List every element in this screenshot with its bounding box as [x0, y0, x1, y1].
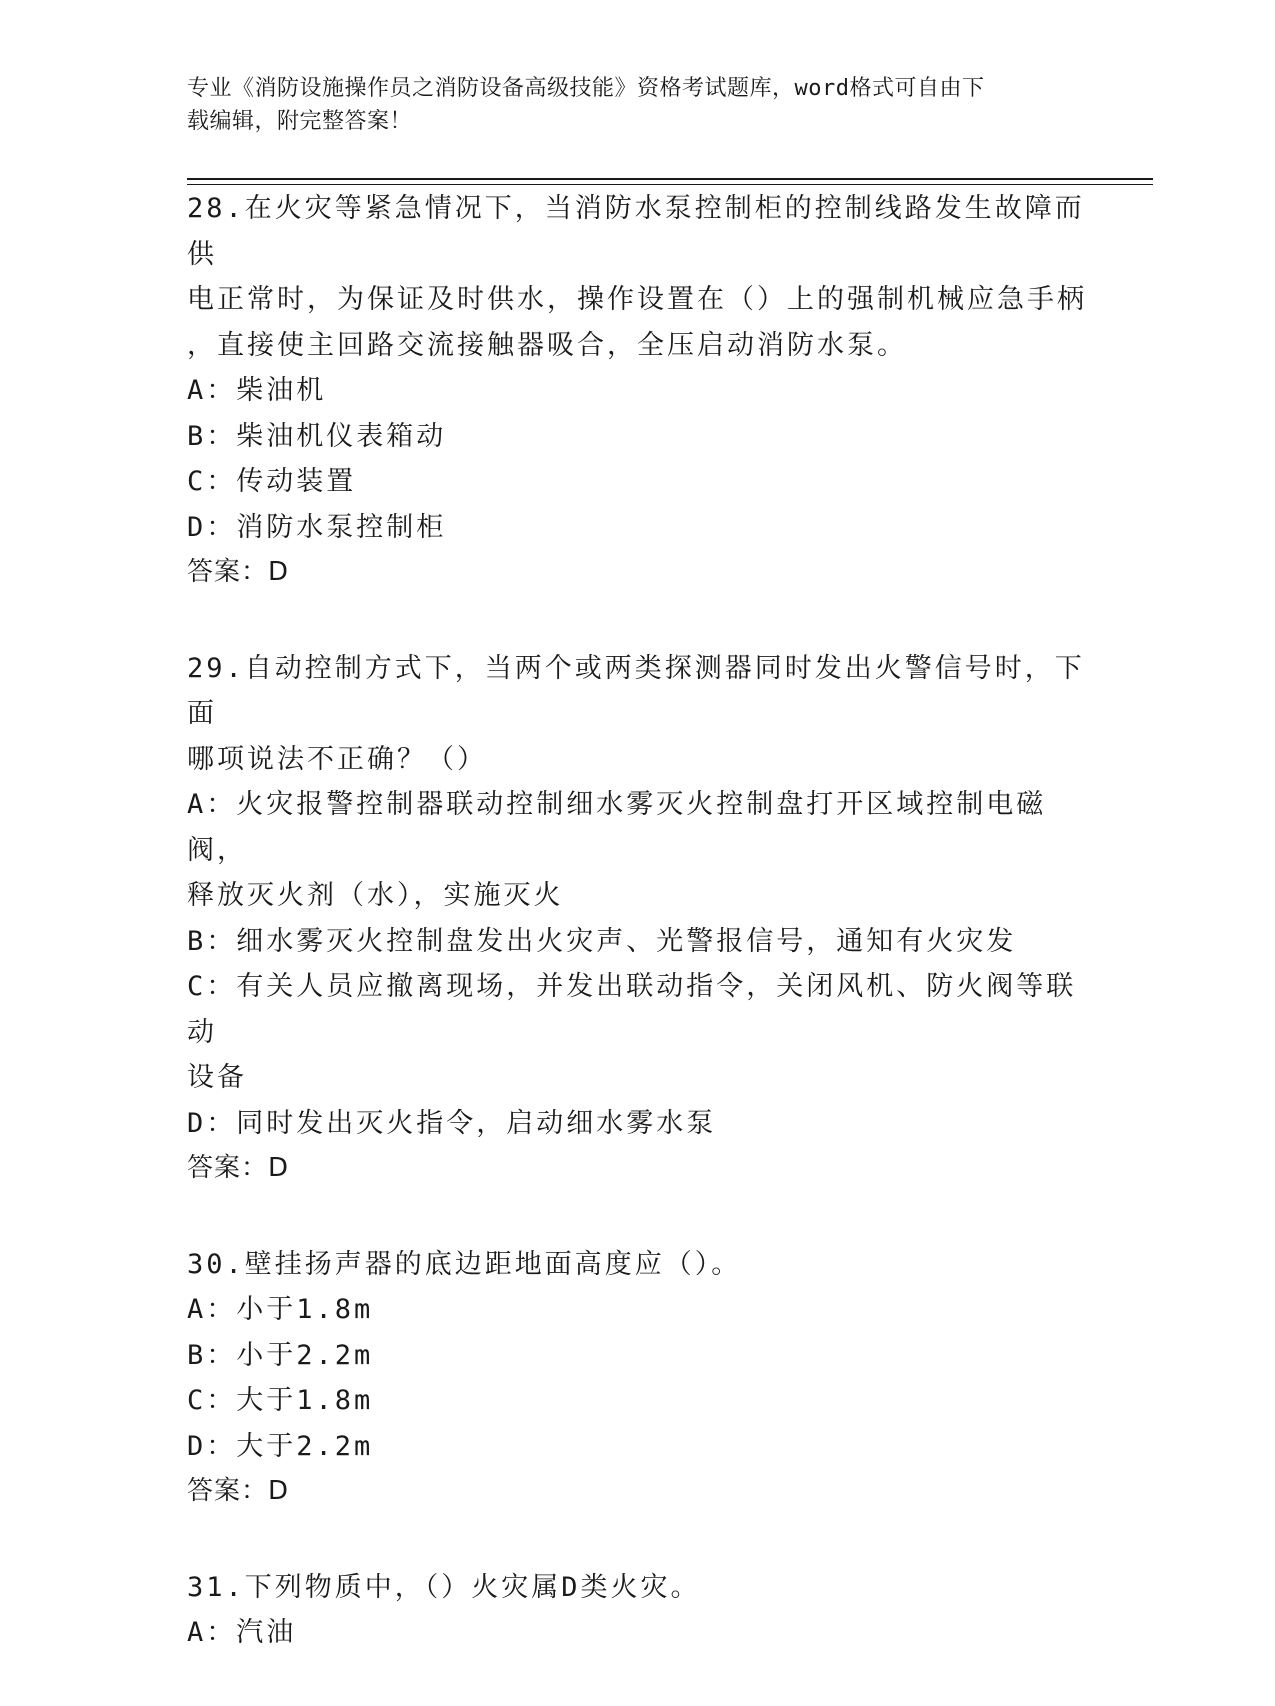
- header-rule-thick: [187, 178, 1153, 180]
- option-c: C：传动装置: [187, 466, 357, 497]
- question-stem-line: 30.壁挂扬声器的底边距地面高度应（）。: [187, 1248, 742, 1280]
- answer-label: 答案：D: [187, 557, 290, 587]
- option-a: A：火灾报警控制器联动控制细水雾灭火控制盘打开区域控制电磁阀，: [187, 789, 1047, 866]
- question-stem-line: 28.在火灾等紧急情况下，当消防水泵控制柜的控制线路发生故障而供: [187, 193, 1085, 270]
- option-a-continued: 释放灭火剂（水），实施灭火: [187, 880, 564, 911]
- question-28: [187, 186, 1087, 596]
- question-29: [187, 646, 1087, 1192]
- option-c: C：有关人员应撤离现场，并发出联动指令，关闭风机、防火阀等联动: [187, 971, 1077, 1048]
- question-stem-line: ，直接使主回路交流接触器吸合，全压启动消防水泵。: [187, 329, 907, 361]
- option-b: B：小于2.2m: [187, 1339, 374, 1371]
- question-stem-line: 29.自动控制方式下，当两个或两类探测器同时发出火警信号时，下面: [187, 652, 1085, 729]
- option-a: A：小于1.8m: [187, 1294, 374, 1325]
- option-c: C：大于1.8m: [187, 1385, 374, 1416]
- document-header: [187, 72, 1067, 138]
- answer-label: 答案：D: [187, 1476, 290, 1506]
- option-d: D：消防水泵控制柜: [187, 511, 447, 543]
- option-d: D：同时发出灭火指令，启动细水雾水泵: [187, 1107, 717, 1139]
- question-31: [187, 1565, 1087, 1656]
- question-stem-line: 电正常时，为保证及时供水，操作设置在（）上的强制机械应急手柄: [187, 284, 1087, 315]
- question-list: [187, 186, 1087, 1706]
- question-30: [187, 1242, 1087, 1515]
- option-a: A：汽油: [187, 1617, 297, 1648]
- question-stem-line: 哪项说法不正确？（）: [187, 743, 487, 775]
- option-b: B：细水雾灭火控制盘发出火灾声、光警报信号，通知有火灾发: [187, 925, 1017, 957]
- option-a: A：柴油机: [187, 375, 327, 406]
- answer-label: 答案：D: [187, 1153, 290, 1183]
- header-line-1: 专业《消防设施操作员之消防设备高级技能》资格考试题库，word格式可自由下: [187, 76, 985, 101]
- option-c-continued: 设备: [187, 1062, 247, 1093]
- option-b: B：柴油机仪表箱动: [187, 420, 447, 452]
- option-d: D：大于2.2m: [187, 1430, 374, 1462]
- question-stem-line: 31.下列物质中，（）火灾属D类火灾。: [187, 1571, 701, 1603]
- header-line-2: 载编辑，附完整答案！: [187, 109, 413, 134]
- header-rule-thin: [187, 184, 1153, 185]
